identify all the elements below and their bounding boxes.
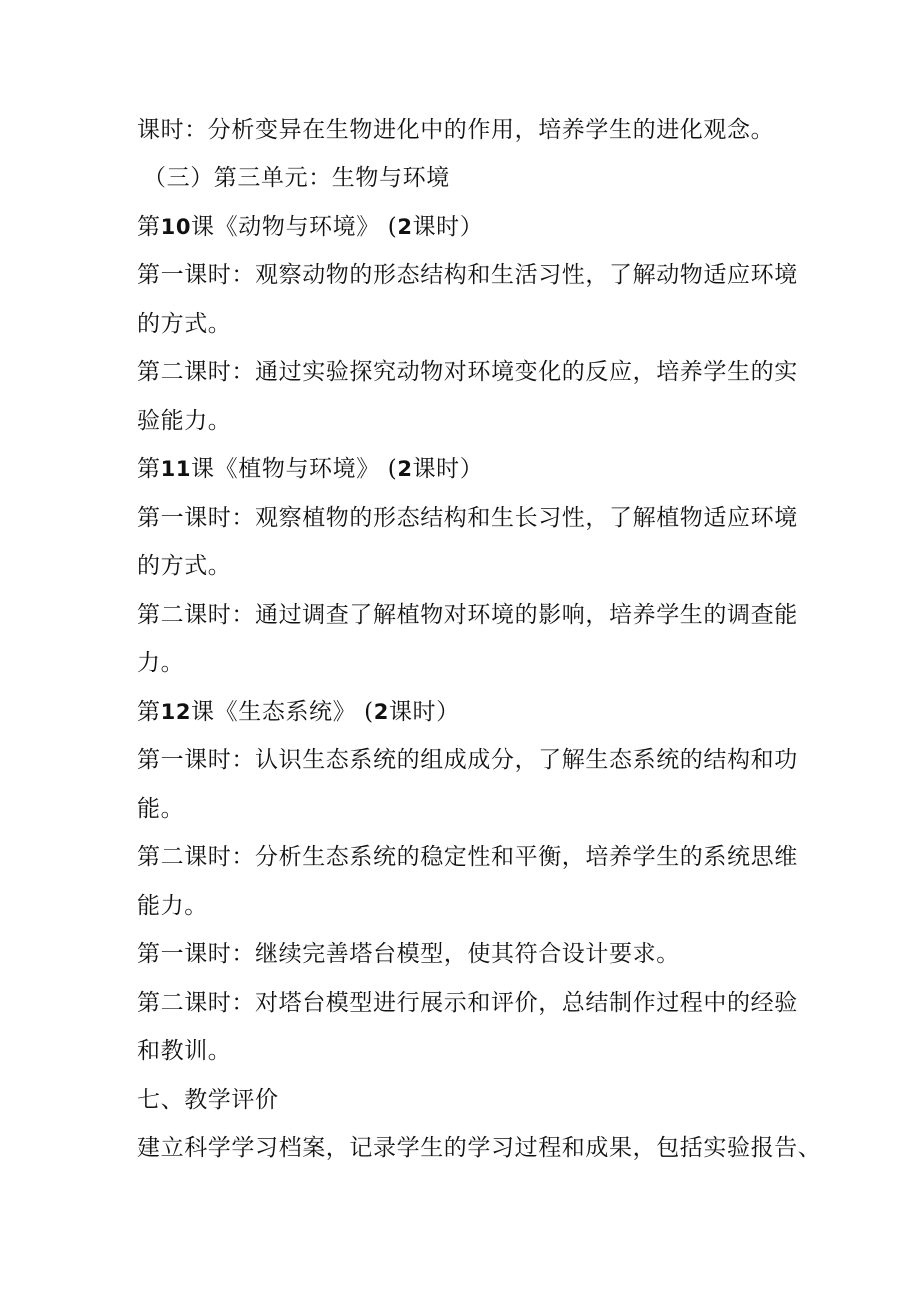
text-line: 第一课时：观察动物的形态结构和生活习性，了解动物适应环境 bbox=[137, 262, 798, 288]
text-line: 建立科学学习档案，记录学生的学习过程和成果，包括实验报告、 bbox=[137, 1135, 822, 1161]
text-line: 课时：分析变异在生物进化中的作用，培养学生的进化观念。 bbox=[137, 117, 775, 143]
text-line: 的方式。 bbox=[137, 311, 232, 337]
text-line: 第二课时：通过实验探究动物对环境变化的反应，培养学生的实 bbox=[137, 359, 798, 385]
text-line: 能力。 bbox=[137, 893, 208, 919]
text-line: 和教训。 bbox=[137, 1038, 232, 1064]
text-line: 力。 bbox=[137, 650, 185, 676]
text-line: 第二课时：对塔台模型进行展示和评价，总结制作过程中的经验 bbox=[137, 990, 798, 1016]
text-line: 第二课时：通过调查了解植物对环境的影响，培养学生的调查能 bbox=[137, 602, 798, 628]
lesson-title: 第12课《生态系统》 (2课时） bbox=[137, 699, 460, 725]
text-line: 能。 bbox=[137, 796, 185, 822]
lesson-title: 第11课《植物与环境》 (2课时） bbox=[137, 456, 484, 482]
text-line: 第一课时：观察植物的形态结构和生长习性，了解植物适应环境 bbox=[137, 505, 798, 531]
section-heading: （三）第三单元：生物与环境 bbox=[143, 165, 450, 191]
lesson-title: 第10课《动物与环境》 (2课时） bbox=[137, 214, 484, 240]
text-line: 第二课时：分析生态系统的稳定性和平衡，培养学生的系统思维 bbox=[137, 844, 798, 870]
text-line: 的方式。 bbox=[137, 553, 232, 579]
text-line: 验能力。 bbox=[137, 408, 232, 434]
text-line: 第一课时：继续完善塔台模型，使其符合设计要求。 bbox=[137, 941, 680, 967]
text-line: 第一课时：认识生态系统的组成成分，了解生态系统的结构和功 bbox=[137, 747, 798, 773]
section-heading: 七、教学评价 bbox=[137, 1087, 279, 1113]
